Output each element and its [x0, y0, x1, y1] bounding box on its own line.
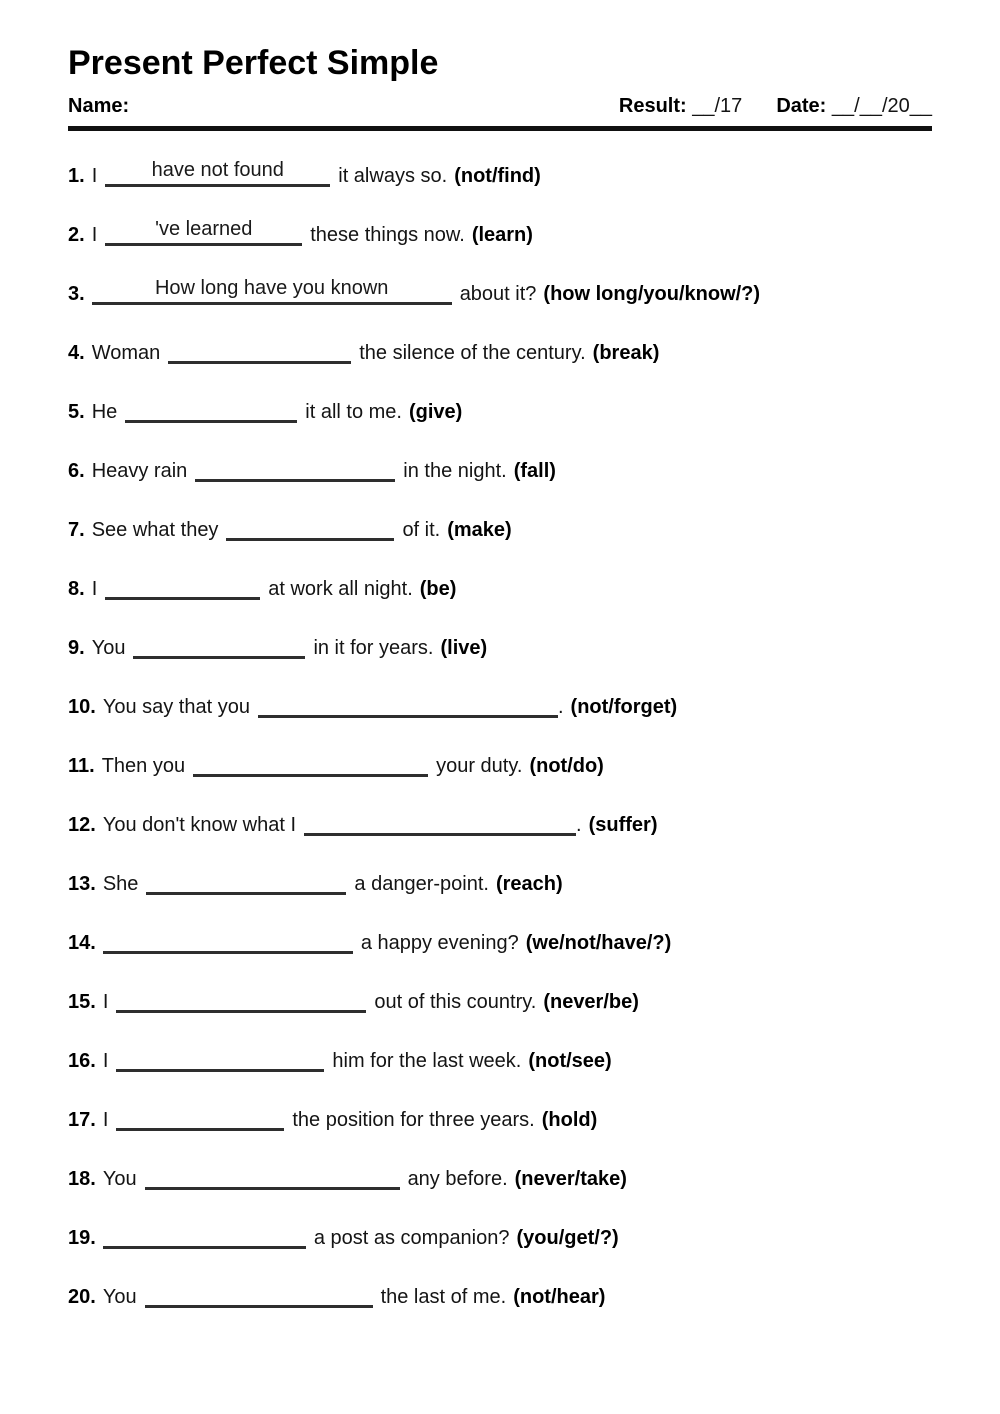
item-post-text: at work all night. [268, 578, 413, 601]
verb-hint: (hold) [541, 1109, 598, 1132]
item-number: 6. [68, 460, 85, 483]
page-title: Present Perfect Simple [68, 44, 439, 82]
answer-blank[interactable] [146, 867, 346, 895]
answer-blank[interactable] [195, 454, 395, 482]
exercise-item [68, 808, 932, 836]
item-pre-text: I [91, 165, 98, 188]
answer-blank[interactable] [226, 513, 394, 541]
item-number: 10. [68, 696, 96, 719]
answer-blank[interactable] [105, 218, 302, 246]
item-number: 13. [68, 873, 96, 896]
item-post-text: it always so. [338, 165, 448, 188]
verb-hint: (not/do) [529, 755, 604, 778]
answer-blank[interactable] [92, 277, 452, 305]
item-pre-text: You [102, 1168, 137, 1191]
verb-hint: (we/not/have/?) [525, 932, 672, 955]
answer-text: have not found [151, 159, 284, 182]
answer-blank[interactable] [105, 159, 330, 187]
answer-blank[interactable] [105, 572, 260, 600]
result-label: Result: [618, 95, 687, 118]
item-post-text: him for the last week. [332, 1050, 522, 1073]
item-pre-text: You say that you [102, 696, 250, 719]
item-pre-text: See what they [91, 519, 219, 542]
answer-blank[interactable] [116, 985, 366, 1013]
exercise-item [68, 867, 932, 895]
exercise-item [68, 749, 932, 777]
item-post-text: a post as companion? [313, 1227, 510, 1250]
item-number: 4. [68, 342, 85, 365]
verb-hint: (fall) [513, 460, 556, 483]
exercise-item [68, 572, 932, 600]
date-value: __/__/20__ [831, 95, 932, 118]
item-number: 16. [68, 1050, 96, 1073]
item-pre-text: I [102, 1050, 109, 1073]
item-number: 15. [68, 991, 96, 1014]
verb-hint: (not/forget) [570, 696, 678, 719]
item-number: 8. [68, 578, 85, 601]
item-post-text: the silence of the century. [359, 342, 586, 365]
verb-hint: (not/see) [528, 1050, 612, 1073]
verb-hint: (suffer) [588, 814, 658, 837]
item-pre-text: Woman [91, 342, 161, 365]
exercise-item [68, 985, 932, 1013]
exercise-item [68, 513, 932, 541]
answer-blank[interactable] [133, 631, 305, 659]
verb-hint: (not/hear) [513, 1286, 606, 1309]
item-number: 17. [68, 1109, 96, 1132]
item-pre-text: I [91, 224, 98, 247]
exercise-item [68, 926, 932, 954]
item-post-text: the position for three years. [292, 1109, 535, 1132]
item-post-text: it all to me. [305, 401, 402, 424]
item-post-text: in it for years. [313, 637, 434, 660]
item-post-text: . [576, 814, 582, 837]
item-pre-text: You don't know what I [102, 814, 297, 837]
item-pre-text: She [102, 873, 139, 896]
verb-hint: (learn) [471, 224, 533, 247]
item-pre-text: Then you [101, 755, 186, 778]
item-pre-text: He [91, 401, 118, 424]
answer-blank[interactable] [304, 808, 576, 836]
exercise-item [68, 1221, 932, 1249]
item-post-text: in the night. [403, 460, 507, 483]
verb-hint: (you/get/?) [516, 1227, 619, 1250]
answer-blank[interactable] [103, 926, 353, 954]
item-number: 1. [68, 165, 85, 188]
exercise-item [68, 631, 932, 659]
exercise-item [68, 159, 932, 187]
item-post-text: a danger-point. [354, 873, 489, 896]
item-pre-text: You [91, 637, 126, 660]
exercise-item [68, 218, 932, 246]
name-label: Name: [68, 95, 130, 118]
verb-hint: (be) [419, 578, 457, 601]
item-number: 20. [68, 1286, 96, 1309]
verb-hint: (not/find) [454, 165, 541, 188]
answer-blank[interactable] [258, 690, 558, 718]
verb-hint: (make) [447, 519, 512, 542]
item-pre-text: I [91, 578, 98, 601]
verb-hint: (how long/you/know/?) [543, 283, 761, 306]
item-post-text: of it. [402, 519, 441, 542]
item-post-text: any before. [407, 1168, 508, 1191]
item-post-text: these things now. [310, 224, 465, 247]
header-divider [68, 126, 932, 131]
exercise-item [68, 395, 932, 423]
item-pre-text: Heavy rain [91, 460, 188, 483]
item-post-text: your duty. [436, 755, 523, 778]
result-value: __/17 [692, 95, 743, 118]
item-pre-text: I [102, 1109, 109, 1132]
result-field [619, 95, 742, 118]
verb-hint: (break) [592, 342, 660, 365]
answer-blank[interactable] [103, 1221, 306, 1249]
verb-hint: (never/be) [543, 991, 639, 1014]
verb-hint: (reach) [495, 873, 563, 896]
verb-hint: (live) [440, 637, 488, 660]
exercise-item [68, 690, 932, 718]
answer-blank[interactable] [145, 1162, 400, 1190]
exercise-list [68, 159, 932, 1308]
answer-blank[interactable] [145, 1280, 373, 1308]
item-post-text: out of this country. [374, 991, 537, 1014]
item-number: 5. [68, 401, 85, 424]
item-post-text: the last of me. [380, 1286, 507, 1309]
item-pre-text: I [102, 991, 109, 1014]
item-number: 7. [68, 519, 85, 542]
exercise-item [68, 1103, 932, 1131]
item-number: 9. [68, 637, 85, 660]
answer-blank[interactable] [116, 1044, 324, 1072]
item-post-text: a happy evening? [360, 932, 519, 955]
date-label: Date: [776, 95, 827, 118]
answer-text: How long have you known [154, 277, 389, 300]
header-meta-row [68, 95, 932, 118]
answer-blank[interactable] [116, 1103, 284, 1131]
date-field [776, 95, 932, 118]
answer-blank[interactable] [193, 749, 428, 777]
verb-hint: (never/take) [514, 1168, 627, 1191]
item-number: 18. [68, 1168, 96, 1191]
item-number: 3. [68, 283, 85, 306]
exercise-item [68, 277, 932, 305]
answer-text: 've learned [155, 218, 253, 241]
exercise-item [68, 1162, 932, 1190]
result-date-group [619, 95, 932, 118]
exercise-item [68, 1044, 932, 1072]
item-pre-text: You [102, 1286, 137, 1309]
item-post-text: . [557, 696, 564, 719]
answer-blank[interactable] [125, 395, 297, 423]
exercise-item [68, 336, 932, 364]
exercise-item [68, 454, 932, 482]
item-number: 14. [68, 932, 96, 955]
item-number: 2. [68, 224, 85, 247]
item-number: 11. [68, 755, 95, 778]
item-number: 19. [68, 1227, 96, 1250]
item-post-text: about it? [459, 283, 537, 306]
item-number: 12. [68, 814, 96, 837]
exercise-item [68, 1280, 932, 1308]
verb-hint: (give) [408, 401, 463, 424]
answer-blank[interactable] [168, 336, 351, 364]
